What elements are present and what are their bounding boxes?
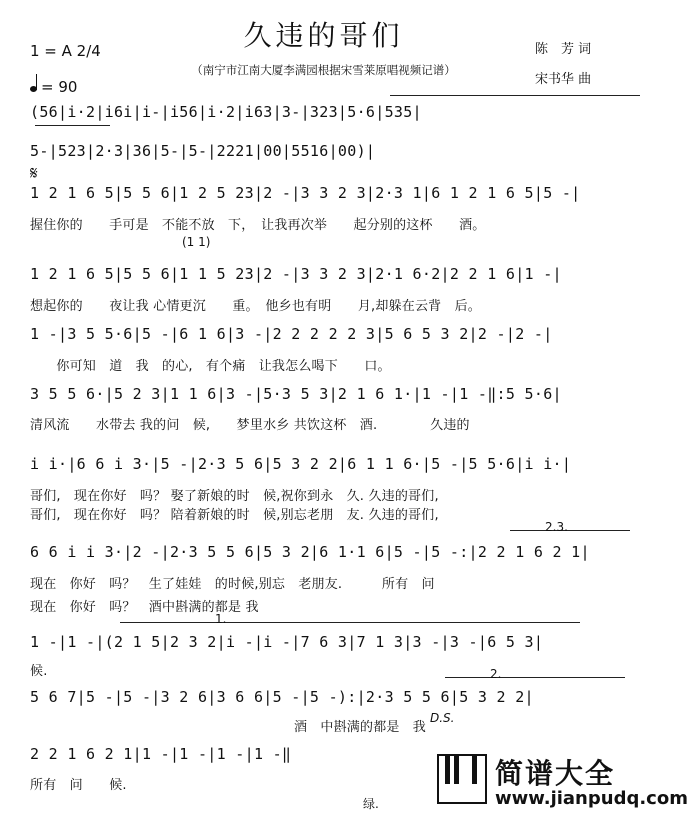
lyric-line: 现在 你好 吗？ 生了娃娃 的时候,别忘 老朋友. 所有 问 (30, 577, 435, 592)
tempo-mark (30, 78, 77, 96)
lyric-line: 酒 中斟满的都是 我 (30, 720, 427, 735)
score-row: 5 6 7|5 -|5 -|3 2 6|3 6 6|5 -|5 -):|2·3 5 5 6|5 3 2 2| (30, 688, 534, 706)
lyric-line: 你可知 道 我 的心, 有个痛 让我怎么喝下 口。 (30, 359, 391, 374)
lyric-line: 哥们, 现在你好 吗？ 陪着新娘的时 候,别忘老朋 友. 久违的哥们, (30, 508, 439, 523)
dal-segno-mark: D.S. (430, 711, 455, 725)
segno-icon: 𝄋 (30, 163, 38, 184)
composer-credit: 宋书华 曲 (535, 72, 592, 87)
score-row: 5-|523|2·3|36|5-|5-|2221|00|5516|00)| (30, 142, 376, 160)
score-row: 1 -|1 -|(2 1 5|2 3 2|i -|i -|7 6 3|7 1 3|3 -|3 -|6 5 3| (30, 633, 544, 651)
slur-line (390, 95, 640, 96)
score-row: 3 5 5 6·|5 2 3|1 1 6|3 -|5·3 5 3|2 1 6 1·|1 -|1 -‖:5 5·6| (30, 385, 562, 403)
lyricist-credit: 陈 芳 词 (535, 42, 592, 57)
volta-label: 2.3. (545, 520, 568, 534)
score-row: (56|i·2|i6i|i-|i56|i·2|i63|3-|323|5·6|535| (30, 103, 422, 121)
source-note: （南宁市江南大厦李满园根据宋雪莱原唱视频记谱） (191, 63, 456, 77)
score-row: 1 2 1 6 5|5 5 6|1 1 5 23|2 -|3 3 2 3|2·1 6·2|2 2 1 6|1 -| (30, 265, 562, 283)
lyric-line: 现在 你好 吗？ 酒中斟满的都是 我 (30, 600, 259, 615)
lyric-line: 所有 问 候. (30, 778, 127, 793)
key-signature: 1 = A 2/4 (30, 42, 101, 60)
site-logo-title: 简谱大全 (495, 757, 616, 790)
lyric-line: 候. (30, 664, 48, 679)
quarter-note-icon (30, 86, 37, 92)
lyric-line: 哥们, 现在你好 吗？ 娶了新娘的时 候,祝你到永 久. 久违的哥们, (30, 489, 439, 504)
slur-line (35, 125, 110, 126)
score-row: 2 2 1 6 2 1|1 -|1 -|1 -|1 -‖ (30, 745, 292, 763)
lyric-line: 清风流 水带去 我的问 候, 梦里水乡 共饮这杯 酒. 久违的 (30, 418, 470, 433)
score-row: 1 -|3 5 5·6|5 -|6 1 6|3 -|2 2 2 2 2 3|5 6 5 3 2|2 -|2 -| (30, 325, 553, 343)
volta-bracket (120, 622, 580, 623)
volta-label: 2. (490, 667, 502, 681)
footer-mark: 绿. (363, 797, 379, 811)
score-row: i i·|6 6 i 3·|5 -|2·3 5 6|5 3 2 2|6 1 1 6·|5 -|5 5·6|i i·| (30, 455, 572, 473)
tempo-value: = 90 (41, 78, 78, 96)
volta-bracket (510, 530, 630, 531)
score-row: 1 2 1 6 5|5 5 6|1 2 5 23|2 -|3 3 2 3|2·3 1|6 1 2 1 6 5|5 -| (30, 184, 581, 202)
song-title: 久违的哥们 (243, 19, 404, 52)
lyric-line: 握住你的 手可是 不能不放 下， 让我再次举 起分别的这杯 酒。 (30, 218, 486, 233)
volta-bracket (445, 677, 625, 678)
piano-keys-icon (437, 754, 487, 804)
site-url[interactable]: www.jianpudq.com (495, 788, 688, 809)
volta-label: 1. (215, 612, 227, 626)
volta-label: (1 1) (182, 235, 211, 249)
score-row: 6 6 i i 3·|2 -|2·3 5 5 6|5 3 2|6 1·1 6|5 -|5 -:|2 2 1 6 2 1| (30, 543, 590, 561)
lyric-line: 想起你的 夜让我 心情更沉 重。 他乡也有明 月,却躲在云背 后。 (30, 299, 481, 314)
